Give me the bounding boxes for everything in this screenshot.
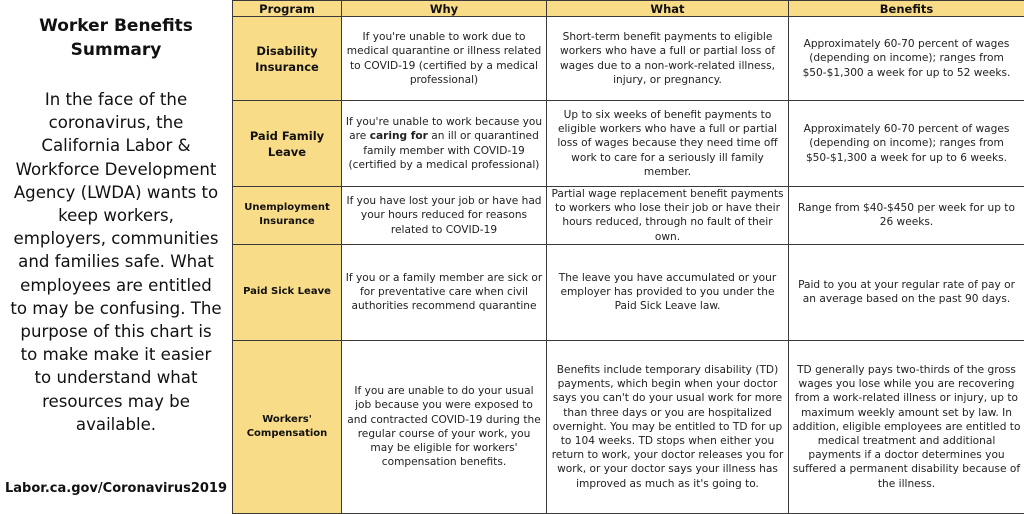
sidebar-title: Worker Benefits Summary <box>8 14 224 62</box>
benefits-cell: Range from $40-$450 per week for up to 26 weeks. <box>789 187 1024 245</box>
benefits-cell: Approximately 60-70 percent of wages (depending on income); ranges from $50-$1,300 a week for up to 6 weeks. <box>789 101 1024 187</box>
header-benefits: Benefits <box>789 1 1024 17</box>
program-name: Unemployment Insurance <box>233 187 342 245</box>
summary-sidebar <box>0 0 232 512</box>
header-program: Program <box>233 1 342 17</box>
header-why: Why <box>342 1 547 17</box>
program-name: Disability Insurance <box>233 17 342 101</box>
what-cell: Partial wage replacement benefit payments to workers who lose their job or have their hours reduced, through no fault of their own. <box>547 187 789 245</box>
why-cell: If you have lost your job or have had your hours reduced for reasons related to COVID-19 <box>342 187 547 245</box>
why-cell <box>342 101 547 187</box>
sidebar-link[interactable]: Labor.ca.gov/Coronavirus2019 <box>4 480 228 498</box>
program-name: Paid Sick Leave <box>233 244 342 340</box>
why-cell: If you're unable to work due to medical quarantine or illness related to COVID-19 (certified by a medical professional) <box>342 17 547 101</box>
header-what: What <box>547 1 789 17</box>
what-cell: Benefits include temporary disability (TD) payments, which begin when your doctor says you can't do your usual work for more than three days or you are hospitalized overnight. You may be entitled to TD for up to 104 weeks. TD stops when either you return to work, your doctor releases you for work, or your doctor says your illness has improved as much as it's going to. <box>547 340 789 513</box>
benefits-cell: Approximately 60-70 percent of wages (depending on income); ranges from $50-$1,300 a week for up to 52 weeks. <box>789 17 1024 101</box>
sidebar-description: In the face of the coronavirus, the California Labor & Workforce Development Agency (LWDA) wants to keep workers, employers, communities and families safe. What employees are entitled to may be confusing. The purpose of this chart is to make make it easier to understand what resources may be available. <box>10 88 222 436</box>
why-emphasis: caring for <box>370 130 428 142</box>
table-row <box>233 17 1024 101</box>
benefits-cell: TD generally pays two-thirds of the gross wages you lose while you are recovering from a work-related illness or injury, up to maximum weekly amount set by law. In addition, eligible employees are entitled to medical treatment and additional payments if a doctor determines you suffered a permanent disability because of the illness. <box>789 340 1024 513</box>
why-text: If you're unable to work because you are <box>346 116 542 142</box>
table-row <box>233 244 1024 340</box>
what-cell: Up to six weeks of benefit payments to eligible workers who have a full or partial loss of wages because they need time off work to care for a seriously ill family member. <box>547 101 789 187</box>
what-cell: The leave you have accumulated or your employer has provided to you under the Paid Sick Leave law. <box>547 244 789 340</box>
table-row <box>233 101 1024 187</box>
benefits-table <box>232 0 1024 514</box>
program-name: Workers' Compensation <box>233 340 342 513</box>
table-row <box>233 187 1024 245</box>
benefits-cell: Paid to you at your regular rate of pay or an average based on the past 90 days. <box>789 244 1024 340</box>
why-cell: If you are unable to do your usual job because you were exposed to and contracted COVID-19 during the regular course of your work, you may be eligible for workers' compensation benefits. <box>342 340 547 513</box>
why-text: an ill or quarantined family member with COVID-19 (certified by a medical professional) <box>349 130 540 170</box>
what-cell: Short-term benefit payments to eligible workers who have a full or partial loss of wages due to a non-work-related illness, injury, or pregnancy. <box>547 17 789 101</box>
table-row <box>233 340 1024 513</box>
why-cell: If you or a family member are sick or for preventative care when civil authorities recommend quarantine <box>342 244 547 340</box>
program-name: Paid Family Leave <box>233 101 342 187</box>
table-header-row <box>233 1 1024 17</box>
